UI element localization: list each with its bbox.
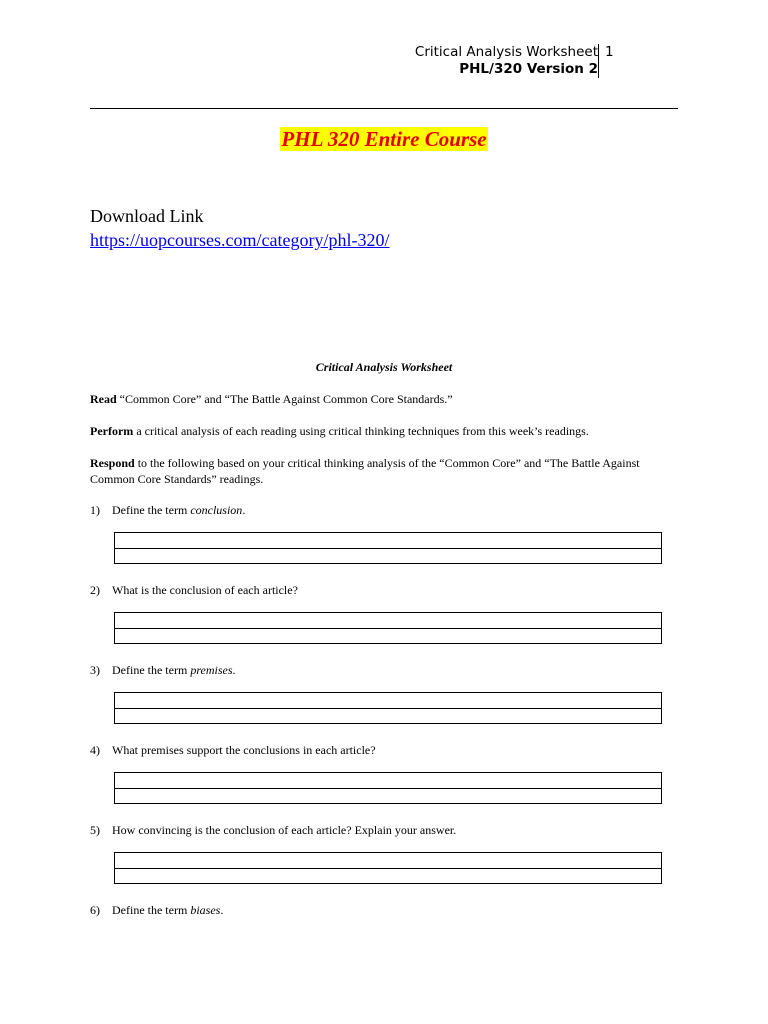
course-banner <box>0 126 768 152</box>
answer-box-4[interactable] <box>114 772 662 804</box>
answer-row[interactable] <box>115 789 661 804</box>
answer-row[interactable] <box>115 709 661 724</box>
question-3 <box>90 662 236 678</box>
perform-label: Perform <box>90 424 134 438</box>
question-tail: . <box>242 503 246 517</box>
question-text: How convincing is the conclusion of each article? Explain your answer. <box>112 823 457 837</box>
question-text: What premises support the conclusions in each article? <box>112 743 376 757</box>
read-instruction <box>90 391 680 407</box>
page-header <box>415 44 598 78</box>
question-6 <box>90 902 223 918</box>
header-title: Critical Analysis Worksheet <box>414 44 598 60</box>
question-2 <box>90 582 298 598</box>
question-4 <box>90 742 376 758</box>
header-divider <box>90 108 678 109</box>
download-link[interactable]: https://uopcourses.com/category/phl-320/ <box>90 230 390 250</box>
question-text: What is the conclusion of each article? <box>112 583 298 597</box>
answer-row[interactable] <box>115 853 661 869</box>
answer-row[interactable] <box>115 773 661 789</box>
question-number: 1) <box>90 503 100 517</box>
answer-row[interactable] <box>115 613 661 629</box>
question-number: 4) <box>90 743 100 757</box>
question-text: Define the term <box>112 663 191 677</box>
banner-text: PHL 320 Entire Course <box>281 127 487 151</box>
answer-box-1[interactable] <box>114 532 662 564</box>
answer-row[interactable] <box>115 869 661 884</box>
worksheet-title: Critical Analysis Worksheet <box>315 360 453 374</box>
question-5 <box>90 822 456 838</box>
answer-row[interactable] <box>115 629 661 644</box>
question-number: 3) <box>90 663 100 677</box>
answer-row[interactable] <box>115 549 661 564</box>
answer-box-5[interactable] <box>114 852 662 884</box>
header-subtitle: PHL/320 Version 2 <box>459 61 598 77</box>
perform-instruction <box>90 423 680 439</box>
page-number: 1 <box>598 44 614 78</box>
read-label: Read <box>90 392 117 406</box>
question-text: Define the term <box>112 903 191 917</box>
perform-text: a critical analysis of each reading using critical thinking techniques from this week’s readings. <box>133 424 589 438</box>
respond-instruction <box>90 455 680 487</box>
download-label: Download Link <box>90 206 204 226</box>
respond-label: Respond <box>90 456 135 470</box>
answer-box-3[interactable] <box>114 692 662 724</box>
question-term: biases <box>190 903 221 917</box>
question-number: 5) <box>90 823 100 837</box>
question-tail: . <box>232 663 236 677</box>
question-tail: . <box>220 903 224 917</box>
question-term: conclusion <box>190 503 243 517</box>
respond-text: to the following based on your critical thinking analysis of the “Common Core” and “The Battle Against Common Core Standards” readings. <box>90 456 640 486</box>
question-term: premises <box>190 663 233 677</box>
question-number: 2) <box>90 583 100 597</box>
answer-row[interactable] <box>115 693 661 709</box>
question-text: Define the term <box>112 503 191 517</box>
question-1 <box>90 502 245 518</box>
question-number: 6) <box>90 903 100 917</box>
answer-box-2[interactable] <box>114 612 662 644</box>
answer-row[interactable] <box>115 533 661 549</box>
read-text: “Common Core” and “The Battle Against Common Core Standards.” <box>116 392 453 406</box>
